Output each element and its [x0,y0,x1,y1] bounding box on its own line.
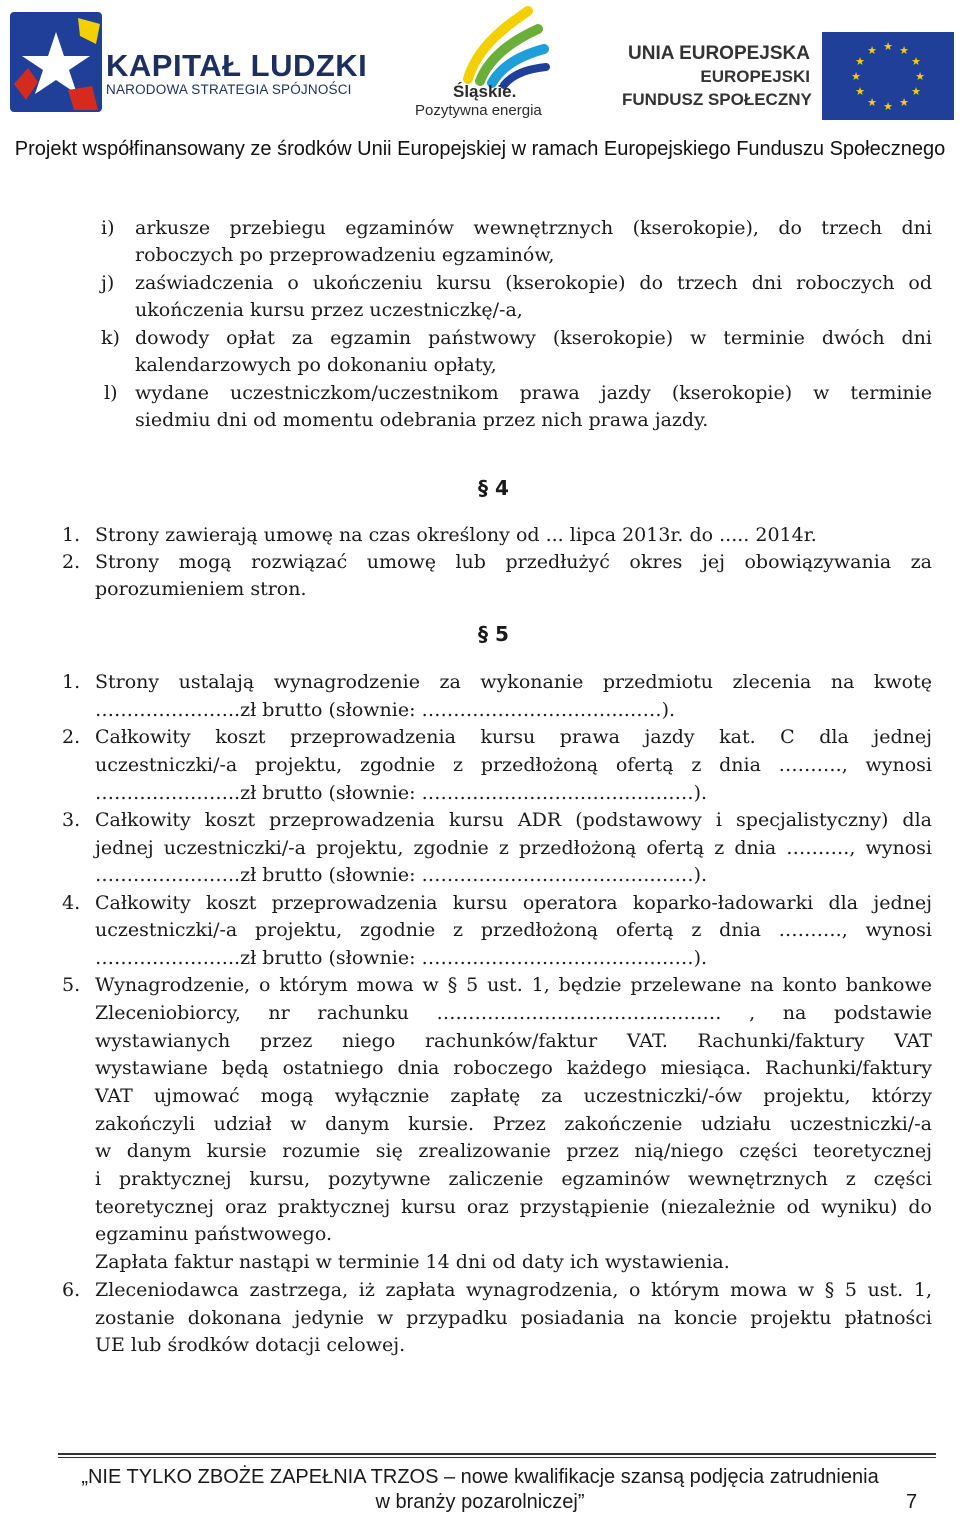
list-item-line: Całkowity koszt przeprowadzenia kursu ADR (podstawowy i specjalistyczny) dla [95,809,932,831]
svg-text:★: ★ [911,55,921,68]
list-marker: l) [104,382,118,404]
list-item-line: zakończyli udział w danym kursie. Przez zakończenie udziału uczestniczki/-a [95,1113,932,1135]
section-5-heading: § 5 [478,622,509,646]
eu-line-2: EUROPEJSKI [700,67,810,86]
list-item-line: w danym kursie rozumie się zrealizowanie przez nią/niego części teoretycznej [95,1140,932,1162]
list-marker: 6. [62,1279,81,1301]
list-marker: k) [101,327,120,349]
list-marker: 4. [62,892,81,914]
list-item-line: ukończenia kursu przez uczestniczkę/-a, [135,299,523,321]
eu-flag-icon [822,32,954,120]
list-item-line: wydane uczestniczkom/uczestnikom prawa jazdy (kserokopie) w terminie [135,382,932,404]
list-item-line: zaświadczenia o ukończeniu kursu (kserokopie) do trzech dni roboczych od [135,272,932,294]
svg-text:★: ★ [915,70,925,83]
list-item-line: egzaminu państwowego. [95,1223,332,1245]
list-item-line: …………………..zł brutto (słownie: …………………………..……). [95,699,676,721]
list-item-line: Strony mogą rozwiązać umowę lub przedłużyć okres jej obowiązywania za [95,551,932,573]
list-item-line: wystawianych przez niego rachunków/faktur VAT. Rachunki/faktury VAT [95,1030,932,1052]
svg-text:★: ★ [911,85,921,98]
footer-divider [58,1453,936,1455]
list-marker: 1. [62,671,81,693]
list-item-line: jednej uczestniczki/-a projektu, zgodnie z przedłożoną ofertą z dnia ………., wynosi [95,837,932,859]
list-item-line: roboczych po przeprowadzeniu egzaminów, [135,244,555,266]
list-item-line: uczestniczki/-a projektu, zgodnie z przedłożoną ofertą z dnia ………., wynosi [95,754,932,776]
eu-fund-label [622,42,810,111]
svg-text:★: ★ [851,70,861,83]
list-marker: 5. [62,974,81,996]
kapital-ludzki-title: KAPITAŁ LUDZKI [106,48,368,83]
svg-text:★: ★ [867,96,877,109]
list-item-line: i praktycznej kursu, pozytywne zaliczenie egzaminów wewnętrznych z części [95,1168,932,1190]
slaskie-slogan: Pozytywna energia [415,102,542,119]
list-marker: 2. [62,551,81,573]
page-number: 7 [906,1491,918,1513]
list-item-line: teoretycznej oraz praktycznej kursu oraz przystąpienie (niezależnie od wyniku) do [95,1196,932,1218]
svg-text:★: ★ [855,55,865,68]
list-item-line: …………………..zł brutto (słownie: ……………………………….……). [95,864,708,886]
section-4-heading: § 4 [478,476,509,500]
list-item-line: kalendarzowych po dokonaniu opłaty, [135,354,497,376]
list-item-line: Całkowity koszt przeprowadzenia kursu operatora koparko-ładowarki dla jednej [95,892,932,914]
svg-text:★: ★ [883,100,893,113]
list-item-line: …………………..zł brutto (słownie: ……………………………….……). [95,782,708,804]
list-item-line: VAT ujmować mogą wyłącznie zapłatę za uczestniczki/-ów projektu, którzy [95,1085,932,1107]
list-item-line: wystawiane będą ostatniego dnia roboczego każdego miesiąca. Rachunki/faktury [95,1057,932,1079]
list-marker: 3. [62,809,81,831]
footer-divider-thin [58,1457,936,1458]
eu-line-1: UNIA EUROPEJSKA [628,43,810,64]
svg-text:★: ★ [867,44,877,57]
list-item-line: Wynagrodzenie, o którym mowa w § 5 ust. 1, będzie przelewane na konto bankowe [95,974,932,996]
list-item-line: Zapłata faktur nastąpi w terminie 14 dni od daty ich wystawienia. [95,1251,730,1273]
eu-line-3: FUNDUSZ SPOŁECZNY [622,90,812,109]
svg-text:★: ★ [899,44,909,57]
footer-project-title: „NIE TYLKO ZBOŻE ZAPEŁNIA TRZOS – nowe kwalifikacje szansą podjęcia zatrudnienia [81,1466,879,1488]
list-item-line: siedmiu dni od momentu odebrania przez nich prawa jazdy. [135,409,709,431]
slaskie-name: Śląskie. [453,82,517,101]
svg-text:★: ★ [883,40,893,53]
list-item-line: Całkowity koszt przeprowadzenia kursu prawa jazdy kat. C dla jednej [95,726,932,748]
footer-project-title-cont: w branży pozarolniczej” [375,1491,585,1513]
list-item-line: Zleceniodawca zastrzega, iż zapłata wynagrodzenia, o którym mowa w § 5 ust. 1, [95,1279,932,1301]
list-marker: i) [101,217,115,239]
list-marker: j) [101,272,115,294]
svg-text:★: ★ [899,96,909,109]
list-item-line: Strony zawierają umowę na czas określony od ... lipca 2013r. do ..... 2014r. [95,524,817,546]
list-item-line: Strony ustalają wynagrodzenie za wykonanie przedmiotu zlecenia na kwotę [95,671,932,693]
page-header [0,0,960,170]
list-item-line: UE lub środków dotacji celowej. [95,1334,406,1356]
list-item-line: arkusze przebiegu egzaminów wewnętrznych (kserokopie), do trzech dni [135,217,932,239]
list-item-line: Zleceniobiorcy, nr rachunku ……………………………………… , na podstawie [95,1002,932,1024]
cofinancing-notice: Projekt współfinansowany ze środków Unii Europejskiej w ramach Europejskiego Funduszu Społecznego [14,138,946,160]
list-item-line: zostanie dokonana jedynie w przypadku posiadania na koncie projektu płatności [95,1307,932,1329]
list-marker: 1. [62,524,81,546]
svg-text:★: ★ [855,85,865,98]
list-item-line: dowody opłat za egzamin państwowy (kserokopie) w terminie dwóch dni [135,327,932,349]
list-marker: 2. [62,726,81,748]
kapital-ludzki-subtitle: NARODOWA STRATEGIA SPÓJNOŚCI [106,82,352,97]
list-item-line: porozumieniem stron. [95,578,307,600]
list-item-line: uczestniczki/-a projektu, zgodnie z przedłożoną ofertą z dnia ………., wynosi [95,919,932,941]
list-item-line: …………………..zł brutto (słownie: ……………………………….……). [95,947,708,969]
